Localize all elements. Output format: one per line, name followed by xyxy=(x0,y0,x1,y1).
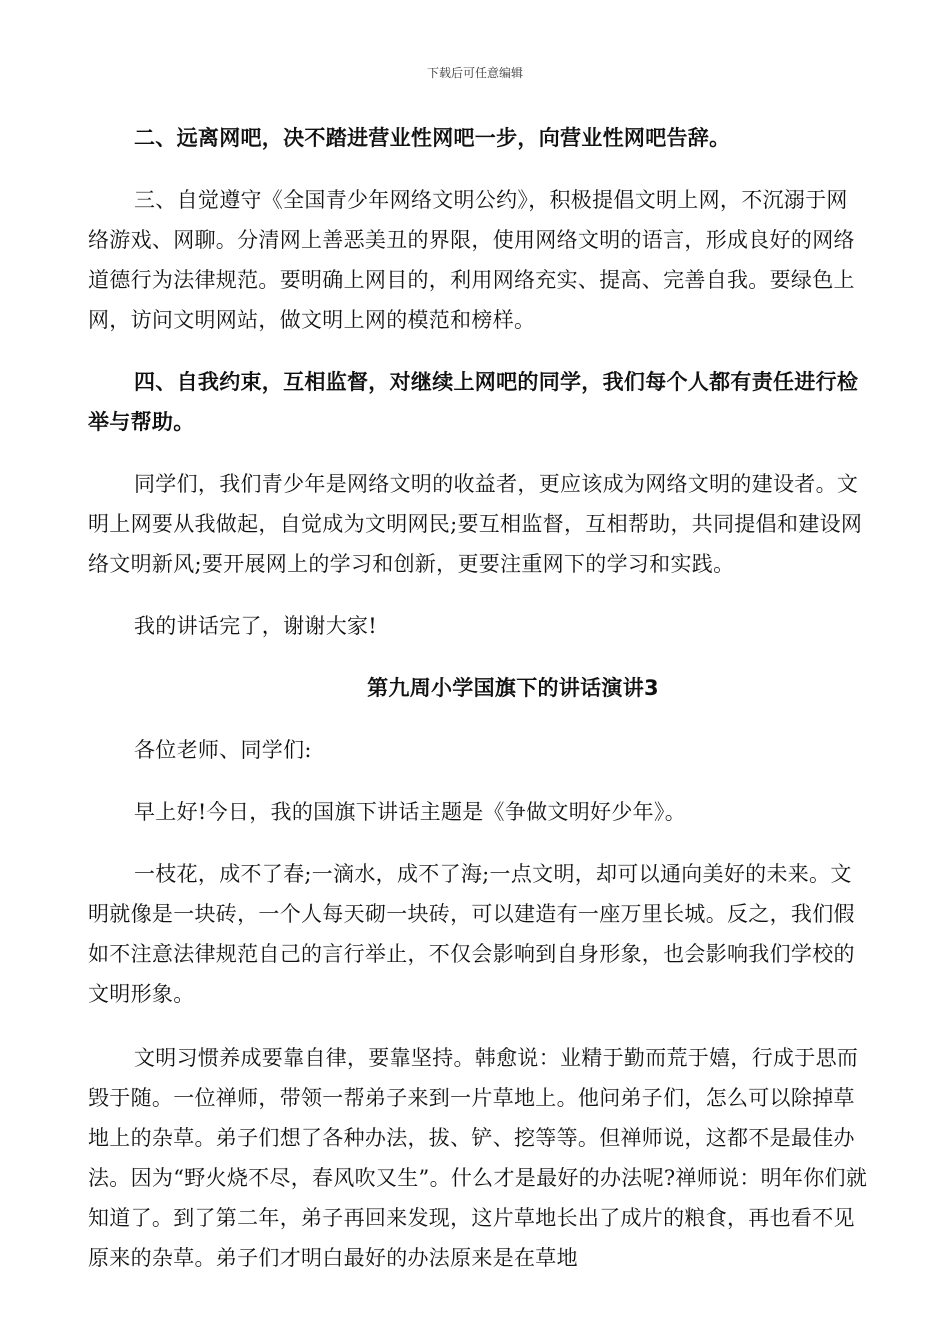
paragraph-point-three: 三、自觉遵守《全国青少年网络文明公约》，积极提倡文明上网，不沉溺于网络游戏、网聊。分清网上善恶美丑的界限，使用网络文明的语言，形成良好的网络道德行为法律规范。要明确上网目的，利用网络充实、提高、完善自我。要绿色上网，访问文明网站，做文明上网的模范和榜样。 xyxy=(88,188,855,332)
paragraph-point-four: 四、自我约束，互相监督，对继续上网吧的同学，我们每个人都有责任进行检举与帮助。 xyxy=(88,370,859,434)
document-body xyxy=(88,118,868,1278)
paragraph-closing: 我的讲话完了，谢谢大家! xyxy=(134,614,378,638)
paragraph-call-to-action: 同学们，我们青少年是网络文明的收益者，更应该成为网络文明的建设者。文明上网要从我做起，自觉成为文明网民;要互相监督，互相帮助，共同提倡和建设网络文明新风;要开展网上的学习和创新，更要注重网下的学习和实践。 xyxy=(88,472,863,576)
section-title: 第九周小学国旗下的讲话演讲3 xyxy=(367,676,659,700)
paragraph-point-two: 二、远离网吧，决不踏进营业性网吧一步，向营业性网吧告辞。 xyxy=(134,126,731,150)
paragraph-zen-master-story: 文明习惯养成要靠自律，要靠坚持。韩愈说：业精于勤而荒于嬉，行成于思而毁于随。一位禅师，带领一帮弟子来到一片草地上。他问弟子们，怎么可以除掉草地上的杂草。弟子们想了各种办法，拔、铲、挖等等。但禅师说，这都不是最佳办法。因为“野火烧不尽，春风吹又生”。什么才是最好的办法呢?禅师说：明年你们就知道了。到了第二年，弟子再回来发现，这片草地长出了成片的粮食，再也看不见原来的杂草。弟子们才明白最好的办法原来是在草地 xyxy=(88,1046,868,1270)
paragraph-flower-analogy: 一枝花，成不了春;一滴水，成不了海;一点文明，却可以通向美好的未来。文明就像是一块砖，一个人每天砌一块砖，可以建造有一座万里长城。反之，我们假如不注意法律规范自己的言行举止，不仅会影响到自身形象，也会影响我们学校的文明形象。 xyxy=(88,862,855,1006)
page-header-note: 下载后可任意编辑 xyxy=(426,66,523,80)
greeting: 各位老师、同学们: xyxy=(134,738,312,762)
opening-line: 早上好!今日，我的国旗下讲话主题是《争做文明好少年》。 xyxy=(134,800,687,824)
